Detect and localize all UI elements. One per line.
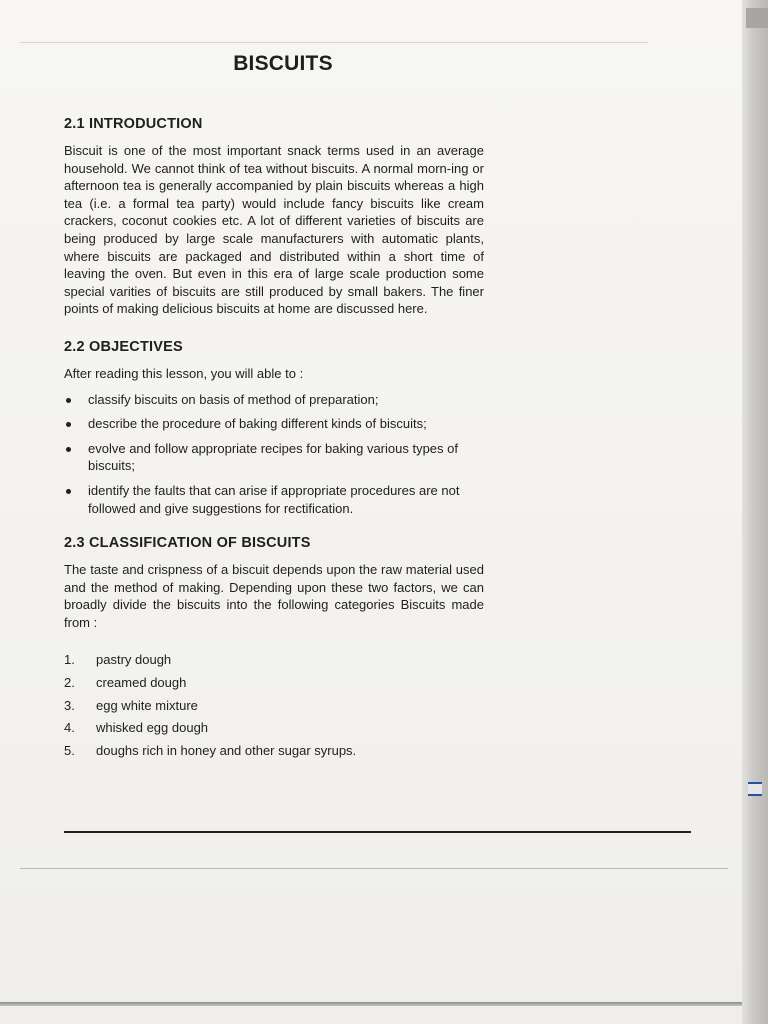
section-paragraph: Biscuit is one of the most important snack terms used in an average household. We cannot think of tea without biscuits. A normal morn-ing or afternoon tea is generally accompanied by plain biscuits whereas a high tea (i.e. a formal tea party) would include fancy biscuits like cream crackers, coconut cookies etc. A lot of different varieties of biscuits are being produced by large scale manufacturers with automatic plants, where biscuits are packaged and distributed within a short time of leaving the oven. But even in this era of large scale production some special varities of biscuits are still produced by small bakers. The finer points of making delicious biscuits at home are discussed here. [64, 143, 484, 317]
list-item [64, 440, 484, 475]
bullet-icon [66, 422, 71, 427]
list-item [64, 651, 484, 669]
section-intro: After reading this lesson, you will able to : [64, 365, 304, 381]
objectives-list [64, 391, 484, 518]
list-item-text: creamed dough [96, 675, 187, 691]
scanner-edge [742, 0, 768, 1024]
list-item-text: identify the faults that can arise if appropriate procedures are not followed and give suggestions for rectification. [88, 482, 460, 516]
list-item-text: pastry dough [96, 652, 172, 668]
list-item [64, 719, 484, 737]
list-item-text: describe the procedure of baking different kinds of biscuits; [88, 416, 427, 432]
categories-list [64, 651, 484, 759]
list-item-text: classify biscuits on basis of method of preparation; [88, 391, 379, 407]
bullet-icon [66, 489, 71, 494]
bullet-icon [66, 398, 71, 403]
scan-artifact-top-line [20, 42, 648, 43]
list-item-text: whisked egg dough [96, 720, 209, 736]
list-item [64, 742, 484, 760]
list-item-text: evolve and follow appropriate recipes for baking various types of biscuits; [88, 440, 458, 474]
section-heading: 2.1 INTRODUCTION [64, 116, 203, 132]
section-paragraph: The taste and crispness of a biscuit depends upon the raw material used and the method of making. Depending upon these two factors, we can broadly divide the biscuits into the following categories Biscuits made from : [64, 562, 484, 630]
scanner-edge-top [746, 8, 768, 28]
list-number: 5. [64, 742, 75, 758]
scan-artifact-line [20, 868, 728, 869]
list-item [64, 674, 484, 692]
list-number: 1. [64, 652, 75, 668]
section-heading: 2.3 CLASSIFICATION OF BISCUITS [64, 535, 311, 552]
bullet-icon [66, 447, 71, 452]
section-heading: 2.2 OBJECTIVES [64, 338, 183, 355]
document-body [64, 52, 484, 764]
list-number: 4. [64, 720, 75, 736]
list-number: 3. [64, 697, 75, 713]
section-classification [64, 535, 484, 759]
list-number: 2. [64, 675, 75, 691]
list-item [64, 482, 484, 517]
list-item [64, 697, 484, 715]
list-item-text: doughs rich in honey and other sugar syrups. [96, 742, 357, 758]
section-objectives [64, 339, 484, 517]
list-item-text: egg white mixture [96, 697, 198, 713]
document-title: BISCUITS [233, 52, 333, 75]
footer-rule [64, 831, 691, 833]
scan-artifact-bar [0, 1002, 742, 1006]
section-introduction [64, 116, 484, 318]
list-item [64, 415, 484, 433]
edge-marker [748, 782, 762, 796]
list-item [64, 391, 484, 409]
